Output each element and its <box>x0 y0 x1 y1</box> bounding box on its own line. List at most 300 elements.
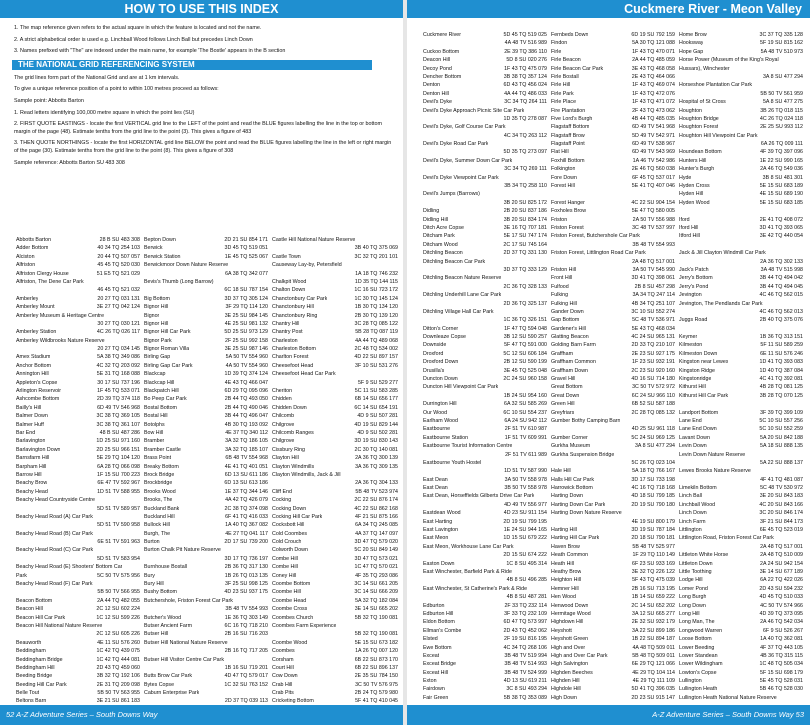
entry-name: Beltons Barn <box>16 698 47 704</box>
entry-grid-ref: 2C 38 TQ 374 098 <box>224 505 268 512</box>
index-entry <box>551 258 675 266</box>
entry-grid-ref: 2B 40 TQ 375 076 <box>759 317 803 324</box>
index-entry <box>423 467 547 475</box>
entry-name: High Down <box>551 694 577 701</box>
entry-name: East Winchester, Barfield Park & Ride <box>423 569 512 575</box>
index-entry <box>16 605 140 613</box>
index-entry <box>551 140 675 148</box>
index-entry <box>272 429 398 437</box>
entry-name: Gumber Corner <box>551 434 588 441</box>
entry-grid-ref: 6E 11 SU 576 246 <box>760 350 803 357</box>
entry-grid-ref: 4F 37 TQ 443 105 <box>760 644 803 651</box>
index-entry <box>144 395 268 403</box>
index-entry <box>551 73 675 81</box>
entry-grid-ref: 1C 30 TQ 145 124 <box>354 295 398 302</box>
entry-name: Front Hill <box>551 275 573 282</box>
entry-grid-ref: 4A 42 TQ 426 079 <box>225 497 268 504</box>
entry-name: Colworth Down <box>272 547 308 554</box>
entry-grid-ref: 51 E5 TQ 521 029 <box>96 270 140 277</box>
entry-name: Ditchling Beacon <box>423 250 463 257</box>
index-entry <box>272 421 398 429</box>
entry-grid-ref: 2C 30 TQ 140 081 <box>354 446 398 453</box>
entry-name: Hyden Cross <box>679 183 710 190</box>
index-entry <box>272 546 398 554</box>
index-entry <box>423 685 547 693</box>
entry-name: Littleton Down <box>679 560 713 567</box>
entry-grid-ref: 1C 42 TQ 444 081 <box>96 656 140 663</box>
entry-grid-ref: 2E 23 SU 927 175 <box>631 350 675 357</box>
entry-name: Alfriston <box>16 262 36 269</box>
entry-grid-ref: 6C 18 SU 787 154 <box>224 287 268 294</box>
index-entry <box>16 614 140 622</box>
entry-grid-ref: 4D 23 SU 911 154 <box>503 510 547 517</box>
entry-name: Harting Hill <box>551 527 577 534</box>
entry-name: Butser Ancient Farm <box>144 622 192 629</box>
entry-grid-ref: 4D 22 SU 897 157 <box>354 354 398 361</box>
index-entry <box>551 224 675 232</box>
entry-grid-ref: 4B 34 TQ 251 107 <box>631 300 675 307</box>
entry-name: Heyshott <box>551 627 572 634</box>
entry-name: Cuckoo Bottom <box>423 48 460 55</box>
entry-grid-ref: 3A 32 TQ 185 107 <box>225 446 268 453</box>
index-entry <box>423 509 547 517</box>
index-entry <box>423 526 547 534</box>
entry-name: Burton <box>144 539 160 546</box>
index-entry <box>272 664 398 672</box>
entry-grid-ref: 3F 25 SU 998 125 <box>225 581 268 588</box>
entry-grid-ref: 3C 50 TV 572 972 <box>632 384 675 391</box>
entry-name: Beachy Head Road (B) Car Park <box>16 530 93 537</box>
entry-grid-ref: 3E 32 TQ 226 122 <box>631 569 675 575</box>
entry-name: Caburn Enterprise Park <box>144 690 200 697</box>
entry-name: Blackpatch Hill <box>144 388 179 395</box>
index-entry <box>551 132 675 140</box>
entry-name: Forest Hill <box>551 183 575 190</box>
entry-name: Heighton Hill <box>551 577 582 584</box>
index-entry <box>551 526 675 534</box>
entry-name: Butser Hill National Nature Reserve <box>144 639 228 646</box>
entry-grid-ref: 6A 32 SU 585 269 <box>504 401 547 408</box>
entry-grid-ref: 2C 22 SU 876 174 <box>354 497 398 504</box>
index-entry <box>144 421 268 429</box>
entry-grid-ref: 3A 32 TQ 186 105 <box>225 438 268 445</box>
entry-name: Bramber Castle <box>144 446 181 453</box>
entry-grid-ref: 2D 39 TQ 374 118 <box>96 396 140 403</box>
index-entry <box>551 207 675 215</box>
entry-grid-ref: 5F 19 SU 815 162 <box>760 40 803 47</box>
index-entry <box>16 647 140 655</box>
index-entry <box>423 291 547 299</box>
entry-name: Alfriston, The Dene Car Park <box>16 278 84 285</box>
entry-name: High and Over <box>551 644 586 651</box>
entry-grid-ref: 1B 16 SU 719 201 <box>224 664 268 671</box>
right-page-footer: A-Z Adventure Series – South Downs Way 53 <box>407 705 810 725</box>
index-entry <box>16 555 140 563</box>
entry-grid-ref: 3F 10 SU 531 276 <box>355 362 398 369</box>
index-entry <box>551 409 675 417</box>
entry-name: Barnsfarm Hill <box>16 455 50 462</box>
index-entry <box>423 65 547 73</box>
index-entry <box>16 689 140 697</box>
index-entry <box>679 585 803 593</box>
entry-grid-ref: 1B 14 SU 659 222 <box>631 594 675 601</box>
grid-text-1: The grid lines form part of the National Grid and are at 1 km intervals. <box>14 74 180 81</box>
index-entry <box>423 660 547 668</box>
entry-name: Jerry's Bottom <box>679 275 713 282</box>
index-entry <box>679 107 803 115</box>
entry-grid-ref: 4B 44 TQ 485 035 <box>631 115 675 122</box>
entry-grid-ref: 3D 41 TQ 393 065 <box>759 224 803 231</box>
index-entry <box>551 476 675 484</box>
entry-name: Hyde <box>679 174 692 181</box>
index-entry <box>551 274 675 282</box>
entry-grid-ref: 1E 22 SU 990 165 <box>759 157 803 164</box>
entry-grid-ref: 4D 13 SU 619 211 <box>503 678 547 685</box>
entry-name: Butts Brow Car Park <box>144 673 192 680</box>
entry-name: Littlington <box>679 527 702 534</box>
entry-name: Balmer Huff <box>16 421 44 428</box>
entry-name: Folkington <box>551 166 576 173</box>
entry-name: Fulking <box>551 292 569 299</box>
entry-name: Hemner Hill <box>551 585 579 592</box>
entry-grid-ref: 3B 40 TQ 375 069 <box>354 245 398 252</box>
entry-name: Kilmeston Down <box>679 350 718 357</box>
index-entry <box>423 73 547 81</box>
entry-name: Clayton Hill <box>272 455 299 462</box>
index-entry <box>423 451 547 459</box>
index-instructions <box>14 25 396 171</box>
entry-name: East Dean <box>423 476 448 483</box>
entry-grid-ref: 1C 36 TQ 326 151 <box>503 317 547 324</box>
index-entry <box>272 328 398 336</box>
entry-grid-ref: 5C 12 SU 606 184 <box>503 350 547 357</box>
index-entry <box>16 320 140 328</box>
entry-grid-ref: 1A 40 TQ 367 082 <box>225 522 268 529</box>
index-entry <box>272 580 398 588</box>
index-entry <box>551 316 675 324</box>
index-entry <box>551 266 675 274</box>
entry-name: Alfriston Clergy House <box>16 270 69 277</box>
entry-grid-ref: 3E 25 SU 987 146 <box>224 346 268 353</box>
entry-grid-ref: 4D 47 TQ 579 017 <box>224 673 268 680</box>
entry-name: Combe Hill <box>272 555 298 562</box>
index-entry <box>272 572 398 580</box>
grid-sample-reference: Sample reference: Abbotts Barton SU 483 308 <box>14 159 125 166</box>
index-entry <box>423 400 547 408</box>
entry-grid-ref: 3D 45 TQ 519 051 <box>224 245 268 252</box>
entry-name: Cissbury Ring <box>272 446 305 453</box>
entry-name: Bury Hill <box>144 581 164 588</box>
index-entry <box>551 543 675 551</box>
entry-name: Harting Hill Car Park <box>551 535 600 542</box>
entry-name: Devil's Dyke Approach Picnic Site Car Park <box>423 107 525 114</box>
entry-grid-ref: 6C 16 TQ 718 210 <box>224 622 268 629</box>
index-entry <box>679 115 803 123</box>
index-entry <box>423 132 547 140</box>
index-entry <box>679 383 803 391</box>
entry-grid-ref: 4C 41 TQ 392 081 <box>759 376 803 383</box>
entry-grid-ref: 1D 35 TQ 144 115 <box>354 278 398 285</box>
right-page-header: Cuckmere River - Meon Valley <box>407 0 810 18</box>
index-entry <box>679 652 803 660</box>
index-column <box>16 236 140 704</box>
index-entry <box>551 81 675 89</box>
index-entry <box>16 454 140 462</box>
entry-grid-ref: 5B 48 TQ 509 011 <box>632 652 675 659</box>
entry-grid-ref: 5B 32 TQ 190 081 <box>354 631 398 638</box>
index-entry <box>551 425 675 433</box>
entry-grid-ref: 2D 21 SU 854 171 <box>224 237 268 243</box>
index-entry <box>16 395 140 403</box>
entry-grid-ref: 3C 48 TV 537 997 <box>632 224 675 231</box>
index-entry <box>272 521 398 529</box>
index-entry <box>423 249 547 257</box>
entry-grid-ref: 4C 32 TQ 203 092 <box>96 362 140 369</box>
entry-name: Highdole Hill <box>551 686 581 693</box>
entry-name: Belle Tout <box>16 690 40 697</box>
entry-grid-ref: 5A 20 SU 842 188 <box>760 434 803 441</box>
entry-name: Chilgrove <box>272 421 295 428</box>
index-entry <box>272 463 398 471</box>
index-entry <box>423 627 547 635</box>
entry-grid-ref: 2D 19 SU 799 195 <box>503 518 547 525</box>
index-entry <box>144 521 268 529</box>
entry-name: Clayton Windmills <box>272 463 315 470</box>
entry-grid-ref: 6D 49 TV 541 968 <box>632 124 675 131</box>
entry-name: Linch Farm <box>679 518 706 525</box>
index-entry <box>16 681 140 689</box>
entry-grid-ref: 6B 22 SU 873 170 <box>354 656 398 663</box>
entry-grid-ref: 2D 33 TQ 210 107 <box>631 342 675 349</box>
left-page-footer: 52 A-Z Adventure Series – South Downs Way <box>0 705 403 725</box>
entry-grid-ref: 6A 38 TQ 342 077 <box>225 270 268 277</box>
entry-grid-ref: 4D 39 TQ 373 095 <box>759 610 803 617</box>
entry-name: Ditchling Village Hall Car Park <box>423 308 494 315</box>
entry-name: Cocking <box>272 497 292 504</box>
index-entry <box>423 207 547 215</box>
entry-name: East Winchester, St Catherine's Park & Ride <box>423 585 528 592</box>
entry-name: Ditton's Corner <box>423 325 459 332</box>
entry-name: Our Wood <box>423 409 448 416</box>
index-entry <box>679 660 803 668</box>
index-entry <box>272 605 398 613</box>
entry-grid-ref: 2B 24 TQ 579 980 <box>354 690 398 697</box>
index-entry <box>679 576 803 584</box>
entry-grid-ref: 20 27 TQ 034 145 <box>97 346 140 353</box>
index-entry <box>679 568 803 576</box>
index-entry <box>423 358 547 366</box>
index-entry <box>551 115 675 123</box>
entry-name: Cocking Hill Car Park <box>272 513 323 520</box>
index-entry <box>423 534 547 542</box>
entry-grid-ref: 6F 9 SU 526 267 <box>762 627 803 634</box>
entry-grid-ref: 2F 33 TQ 232 114 <box>504 602 547 609</box>
entry-grid-ref: 5D 35 TQ 273 097 <box>503 149 547 156</box>
entry-name: Edburton Hill <box>423 610 454 617</box>
index-entry <box>144 328 268 336</box>
index-entry <box>144 505 268 513</box>
index-entry <box>16 303 140 311</box>
entry-name: Hussars), Winchester <box>679 65 730 72</box>
entry-name: Edburton <box>423 602 445 609</box>
index-entry <box>423 476 547 484</box>
entry-grid-ref: 3D 47 TQ 573 021 <box>354 555 398 562</box>
entry-grid-ref: 4C 46 TQ 562 013 <box>759 308 803 315</box>
entry-name: Hooksway <box>679 40 704 47</box>
entry-grid-ref: 6D 47 TQ 573 997 <box>503 619 547 626</box>
entry-name: Ditcham Park <box>423 233 455 240</box>
entry-name: Butser Hill Visitor Centre Car Park <box>144 656 224 663</box>
entry-name: East Harting <box>423 518 453 525</box>
entry-grid-ref: 5A 48 TV 510 973 <box>760 48 803 55</box>
entry-grid-ref: 1F 43 TQ 469 074 <box>632 82 675 89</box>
entry-name: Eastbourne Tourist Information Centre <box>423 443 513 450</box>
entry-grid-ref: 6D 49 TV 543 969 <box>632 149 675 156</box>
entry-grid-ref: 3B 28 TQ 070 125 <box>759 392 803 399</box>
entry-name: Exton <box>423 678 437 685</box>
entry-name: Foxhill Bottom <box>551 157 585 164</box>
entry-grid-ref: 5F 41 TQ 410 045 <box>355 698 398 704</box>
entry-grid-ref: 1F 45 TQ 533 071 <box>97 388 140 395</box>
entry-grid-ref: 5D 45 TQ 519 025 <box>503 32 547 38</box>
entry-grid-ref: 2E 46 TQ 560 038 <box>631 166 675 173</box>
entry-name: Iford <box>679 216 690 223</box>
entry-name: Forest Hanger <box>551 199 585 206</box>
entry-grid-ref: 3D 37 TQ 333 129 <box>503 266 547 273</box>
entry-grid-ref: 1D 51 TV 587 990 <box>504 468 547 475</box>
index-entry <box>272 681 398 689</box>
entry-grid-ref: 3B 48 TV 554 993 <box>632 241 675 248</box>
entry-grid-ref: 3E 25 SU 984 145 <box>224 312 268 319</box>
entry-grid-ref: 4E 19 SU 800 179 <box>631 518 675 525</box>
entry-name: Chanctonbury Ring <box>272 312 318 319</box>
index-entry <box>423 165 547 173</box>
entry-grid-ref: 45 45 TQ 520 030 <box>97 262 140 269</box>
entry-grid-ref: 4C 22 SU 904 154 <box>631 199 675 206</box>
index-entry <box>272 278 398 286</box>
entry-name: Bow Hill <box>144 429 164 436</box>
entry-name: Beacon Hill Car Park <box>16 614 66 621</box>
index-entry <box>144 588 268 596</box>
entry-name: Lomer Pond <box>679 585 708 592</box>
entry-grid-ref: 2B 16 SU 713 195 <box>631 585 675 592</box>
entry-grid-ref: 1D 15 SU 679 222 <box>503 535 547 542</box>
entry-name: Levin Down <box>679 443 707 450</box>
entry-grid-ref: 2D 37 TQ 331 130 <box>503 250 547 257</box>
index-entry <box>144 672 268 680</box>
entry-name: Lodge Hill <box>679 577 703 584</box>
index-entry <box>679 325 803 333</box>
entry-grid-ref: 3B 48 TV 524 999 <box>504 669 547 676</box>
entry-name: Eastbourne <box>423 426 451 433</box>
entry-grid-ref: 2A 46 TQ 542 034 <box>760 619 803 626</box>
entry-grid-ref: 4A 44 TQ 486 033 <box>504 90 547 97</box>
entry-name: Big Bottom <box>144 295 170 302</box>
entry-name: Green Hill <box>551 401 575 408</box>
entry-grid-ref: 2C 36 TQ 328 133 <box>503 283 547 290</box>
index-entry <box>144 353 268 361</box>
entry-grid-ref: 3C 38 TQ 369 105 <box>96 413 140 420</box>
entry-grid-ref: 5B 28 TQ 087 119 <box>355 329 398 336</box>
index-entry <box>423 283 547 291</box>
entry-grid-ref: 3C 34 TQ 264 111 <box>504 99 547 106</box>
entry-grid-ref: 2D 15 SU 674 222 <box>503 552 547 559</box>
entry-grid-ref: 4E 11 SU 576 260 <box>97 639 140 646</box>
entry-grid-ref: 2B 44 TQ 490 046 <box>224 404 268 411</box>
entry-name: Coombe Wood <box>272 639 308 646</box>
entry-grid-ref: 4F 21 SU 875 166 <box>355 513 398 520</box>
entry-grid-ref: 1C 16 SU 723 172 <box>354 287 398 294</box>
entry-name: Bytes Copse <box>144 681 175 688</box>
index-entry <box>272 656 398 664</box>
entry-name: Crab Pits <box>272 690 294 697</box>
entry-grid-ref: 5E 45 TQ 528 031 <box>759 678 803 685</box>
index-entry <box>679 442 803 450</box>
entry-grid-ref: 4E 37 TQ 340 112 <box>225 429 268 436</box>
entry-grid-ref: 2F 19 SU 816 195 <box>504 636 547 643</box>
entry-grid-ref: 2A 44 TQ 482 055 <box>97 597 140 604</box>
entry-grid-ref: 5E 15 SU 683 185 <box>759 199 803 206</box>
entry-name: Fair Green <box>423 694 449 701</box>
entry-name: Cold Coombes <box>272 530 308 537</box>
index-entry <box>16 421 140 429</box>
entry-name: Friston Forest, Littlington Road Car Park <box>551 250 646 257</box>
index-entry <box>679 283 803 291</box>
entry-grid-ref: 3A 50 TV 558 978 <box>504 476 547 483</box>
entry-grid-ref: 46 45 TQ 521 032 <box>97 287 140 294</box>
entry-grid-ref: 1F 43 TQ 475 079 <box>504 65 547 72</box>
index-entry <box>551 669 675 677</box>
entry-grid-ref: 4F 35 TQ 293 086 <box>355 572 398 579</box>
entry-grid-ref: 3A 8 SU 477 294 <box>762 73 803 80</box>
index-entry <box>272 395 398 403</box>
entry-name: Anchor Bottom <box>16 362 52 369</box>
entry-name: Cocksbott Hill <box>272 522 305 529</box>
entry-grid-ref: 3E 14 SU 665 202 <box>354 606 398 613</box>
entry-grid-ref: 4E 41 TQ 401 051 <box>224 463 268 470</box>
index-entry <box>679 367 803 375</box>
index-entry <box>679 417 803 425</box>
index-entry <box>272 622 398 630</box>
entry-grid-ref: 5D 51 TV 589 957 <box>97 505 140 512</box>
index-entry <box>551 249 675 257</box>
index-entry <box>423 543 547 551</box>
index-entry <box>551 325 675 333</box>
entry-grid-ref: 4C 26 TQ 024 118 <box>759 115 803 122</box>
index-entry <box>144 412 268 420</box>
index-entry <box>144 253 268 261</box>
index-entry <box>423 492 547 500</box>
entry-grid-ref: 30 17 SU 737 196 <box>97 379 140 386</box>
entry-grid-ref: 1D 41 TQ 393 083 <box>759 359 803 366</box>
entry-name: Coombe Head <box>272 597 307 604</box>
entry-grid-ref: 2C 28 TQ 085 132 <box>631 409 675 416</box>
entry-name: Berwick Station <box>144 253 181 260</box>
index-column <box>551 31 675 703</box>
entry-name: Linchball Wood <box>679 501 716 508</box>
entry-name: Beddingham Hill <box>16 664 55 671</box>
entry-grid-ref: 6A 24 SU 942 112 <box>504 417 547 424</box>
index-entry <box>272 530 398 538</box>
entry-name: Duncton Down <box>423 376 458 383</box>
entry-name: Long Man, The <box>679 619 715 626</box>
entry-grid-ref: 6B 52 SU 587 188 <box>631 401 675 408</box>
entry-name: Foxholes Brow <box>551 208 587 215</box>
entry-name: Coombes Farm Experience <box>272 622 337 629</box>
entry-name: Flagstaff Bottom <box>551 124 590 131</box>
entry-name: Juggs Road <box>679 317 708 324</box>
index-entry <box>679 677 803 685</box>
